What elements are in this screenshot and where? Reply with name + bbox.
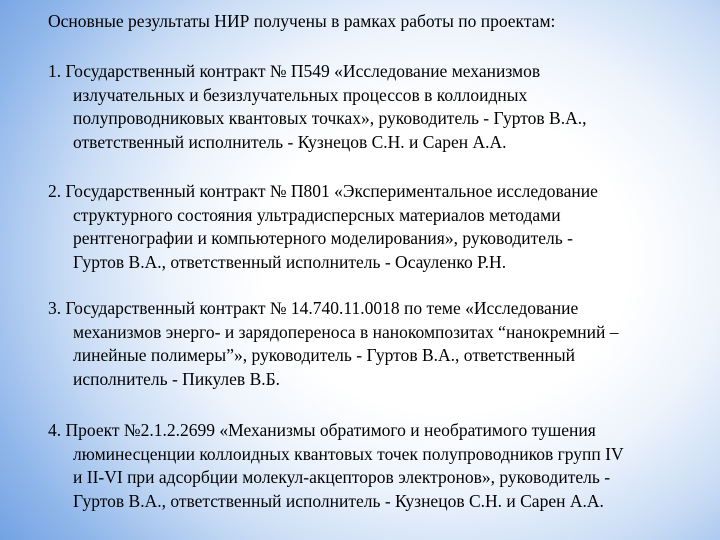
project-line: Гуртов В.А., ответственный исполнитель - Осауленко Р.Н. — [73, 251, 507, 272]
project-line: и II-VI при адсорбции молекул-акцепторов электронов», руководитель - — [73, 467, 611, 487]
project-line: ответственный исполнитель - Кузнецов С.Н. и Сарен А.А. — [73, 131, 507, 152]
project-line: исполнитель - Пикулев В.Б. — [73, 368, 281, 389]
project-line: 2. Государственный контракт № П801 «Экспериментальное исследование — [48, 181, 598, 201]
project-line: излучательных и безизлучательных процессов в коллоидных — [73, 84, 528, 105]
project-line: 4. Проект №2.1.2.2699 «Механизмы обратимого и необратимого тушения — [48, 420, 596, 440]
project-item-2 — [48, 180, 710, 274]
project-line: люминесценции коллоидных квантовых точек полупроводников групп IV — [73, 443, 624, 464]
project-item-3 — [48, 297, 710, 391]
project-item-4 — [48, 419, 710, 513]
project-line: Гуртов В.А., ответственный исполнитель - Кузнецов С.Н. и Сарен А.А. — [73, 490, 604, 511]
project-line: 3. Государственный контракт № 14.740.11.0018 по теме «Исследование — [48, 298, 579, 318]
project-line: механизмов энерго- и зарядопереноса в нанокомпозитах “нанокремний – — [73, 321, 619, 342]
project-line: полупроводниковых квантовых точках», руководитель - Гуртов В.А., — [73, 108, 587, 128]
project-item-1 — [48, 60, 710, 154]
project-line: структурного состояния ультрадисперсных материалов методами — [73, 204, 561, 225]
project-line: линейные полимеры”», руководитель - Гуртов В.А., ответственный — [73, 345, 575, 365]
project-line: 1. Государственный контракт № П549 «Исследование механизмов — [48, 61, 541, 81]
project-line: рентгенографии и компьютерного моделирования», руководитель - — [73, 228, 573, 248]
intro-text: Основные результаты НИР получены в рамках работы по проектам: — [48, 11, 556, 31]
